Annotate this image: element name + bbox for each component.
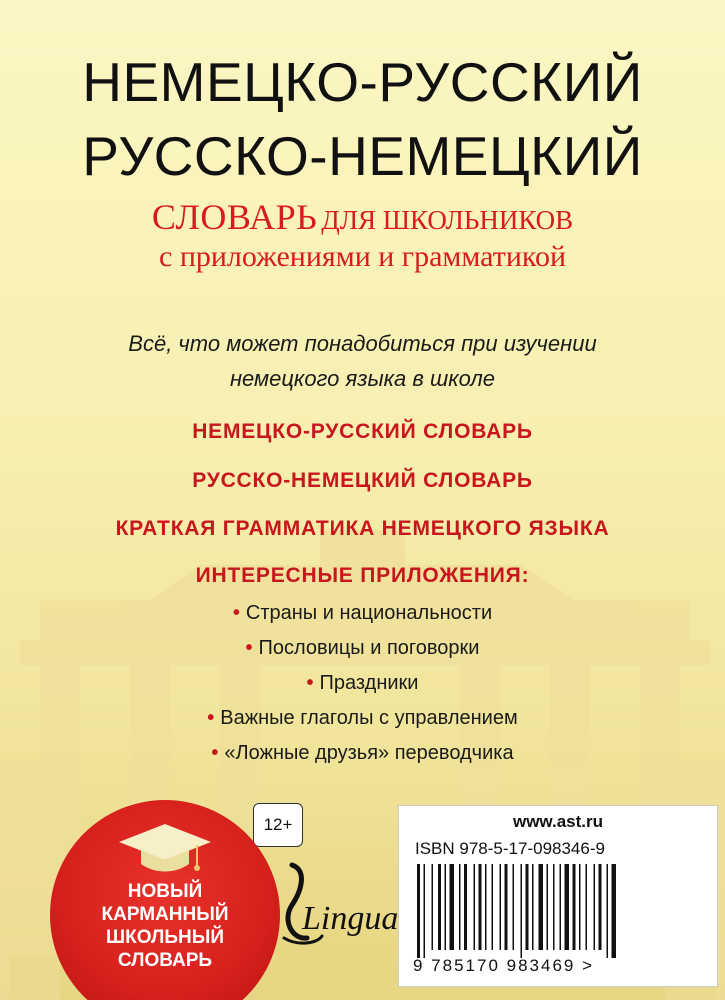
barcode-bar: [612, 864, 617, 958]
bullet-icon: •: [207, 707, 215, 729]
barcode-bar: [492, 864, 494, 950]
barcode-bar: [573, 864, 576, 950]
publisher-website: www.ast.ru: [512, 812, 604, 831]
isbn-text: ISBN 978-5-17-098346-9: [415, 839, 605, 858]
appendices-list: [0, 564, 725, 771]
barcode-bar: [579, 864, 581, 950]
bullet-icon: •: [306, 672, 314, 694]
barcode-bar: [438, 864, 441, 950]
graduation-cap-icon: [115, 818, 215, 878]
barcode-bar: [539, 864, 544, 950]
badge-line-3: ШКОЛЬНЫЙ: [106, 927, 224, 948]
list-item-text: Страны и национальности: [245, 602, 493, 624]
barcode-bar: [417, 864, 420, 958]
barcode-bar: [459, 864, 461, 950]
list-item: [0, 596, 725, 631]
subtitle-line-2: с приложениями и грамматикой: [159, 240, 566, 273]
barcode-digits: 9 785170 983469 >: [413, 956, 595, 975]
barcode-bar: [594, 864, 596, 950]
barcode-bar: [599, 864, 602, 950]
barcode-bar: [432, 864, 434, 950]
barcode-bar: [479, 864, 482, 950]
barcode-bar: [445, 864, 447, 950]
barcode-bar: [513, 864, 515, 950]
intro-line-1: Всё, что может понадобиться при изучении: [128, 331, 597, 356]
list-item: [0, 701, 725, 736]
lingua-logo-icon: [262, 860, 402, 950]
barcode-bar: [424, 864, 426, 958]
age-rating-badge: 12+: [253, 803, 303, 847]
barcode-bar: [450, 864, 455, 950]
barcode-bar: [474, 864, 476, 950]
list-item-text: Пословицы и поговорки: [258, 637, 480, 659]
lingua-wordmark: Lingua: [302, 900, 399, 937]
barcode-bar: [505, 864, 508, 950]
barcode-bar: [485, 864, 487, 950]
barcode-bar: [586, 864, 588, 950]
section-russian-german: РУССКО-НЕМЕЦКИЙ СЛОВАРЬ: [192, 469, 533, 492]
barcode-icon: [415, 864, 705, 958]
badge-line-2: КАРМАННЫЙ: [101, 904, 229, 925]
title-line-1: НЕМЕЦКО-РУССКИЙ: [82, 51, 643, 113]
badge-line-1: НОВЫЙ: [127, 881, 203, 902]
section-grammar: КРАТКАЯ ГРАММАТИКА НЕМЕЦКОГО ЯЗЫКА: [115, 517, 610, 540]
list-item: [0, 631, 725, 666]
bullet-icon: •: [211, 742, 219, 764]
barcode-bar: [500, 864, 502, 950]
barcode-bar: [607, 864, 609, 958]
badge-line-4: СЛОВАРЬ: [117, 950, 213, 971]
barcode-bar: [526, 864, 529, 950]
barcode-bar: [553, 864, 555, 950]
appendices-heading: ИНТЕРЕСНЫЕ ПРИЛОЖЕНИЯ:: [195, 564, 530, 587]
barcode-bar: [532, 864, 534, 950]
list-item-text: Праздники: [319, 672, 419, 694]
list-item: [0, 666, 725, 701]
bullet-icon: •: [245, 637, 253, 659]
bullet-icon: •: [232, 602, 240, 624]
barcode-bar: [547, 864, 549, 950]
list-item: [0, 736, 725, 771]
barcode-bar: [565, 864, 570, 950]
barcode-panel: [398, 805, 718, 987]
barcode-bar: [464, 864, 467, 950]
subtitle: [0, 196, 725, 238]
subtitle-rest: ДЛЯ ШКОЛЬНИКОВ: [321, 205, 574, 235]
barcode-bar: [560, 864, 562, 950]
section-german-russian: НЕМЕЦКО-РУССКИЙ СЛОВАРЬ: [192, 420, 533, 443]
list-item-text: «Ложные друзья» переводчика: [224, 742, 514, 764]
subtitle-word: СЛОВАРЬ: [151, 197, 318, 237]
intro-line-2: немецкого языка в школе: [229, 366, 496, 391]
list-item-text: Важные глаголы с управлением: [220, 707, 518, 729]
title-line-2: РУССКО-НЕМЕЦКИЙ: [82, 125, 643, 187]
badge-text: [50, 880, 280, 972]
barcode-bar: [521, 864, 523, 958]
